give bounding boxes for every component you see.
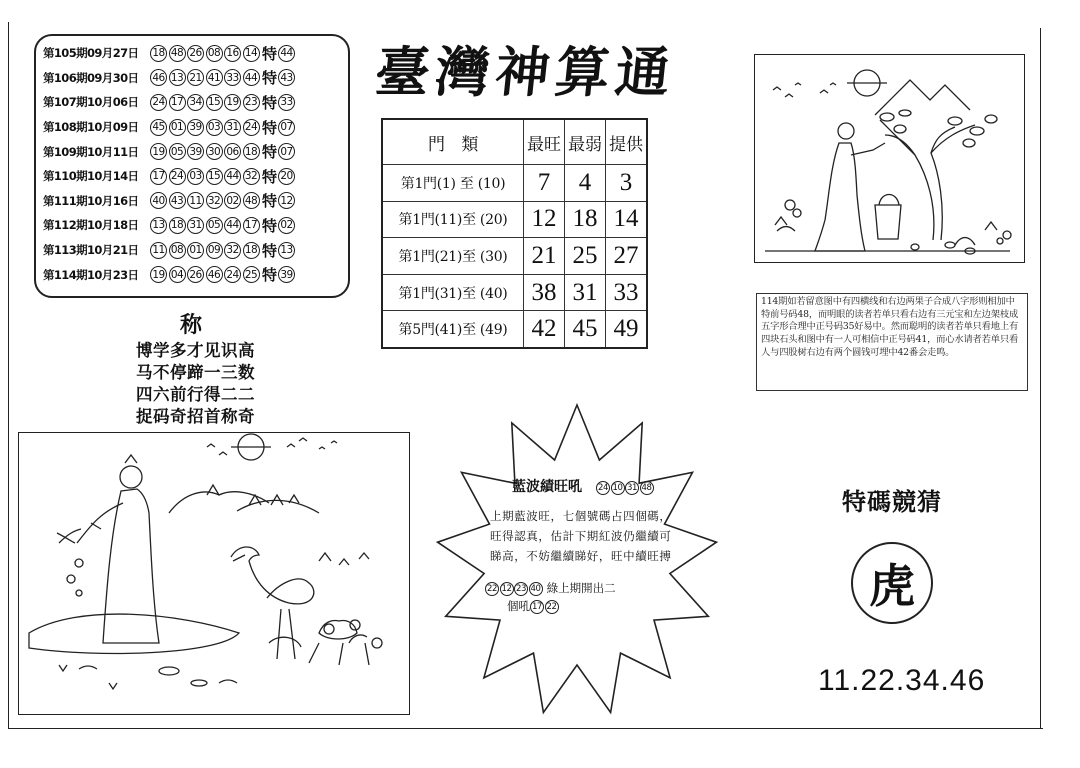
- special-ball: 07: [278, 143, 295, 160]
- special-label: 特: [262, 93, 278, 112]
- door-label: 第1門(31)至 (40): [382, 274, 524, 311]
- number-ball: 03: [206, 119, 223, 136]
- number-ball: 33: [224, 69, 241, 86]
- number-ball: 08: [206, 45, 223, 62]
- poem-line: 四六前行得二二: [136, 385, 255, 404]
- door-value: 4: [565, 165, 606, 202]
- door-label: 第1門(1) 至 (10): [382, 165, 524, 202]
- number-ball: 44: [224, 168, 241, 185]
- number-ball: 34: [187, 94, 204, 111]
- number-ball: 09: [206, 242, 223, 259]
- special-label: 特: [262, 44, 278, 63]
- starburst-hint-text-2: 個吼: [507, 599, 530, 613]
- poem-line: 捉码奇招首称奇: [136, 407, 255, 426]
- lady-robe: [103, 489, 159, 643]
- grass-icon: [775, 217, 997, 245]
- door-value: 14: [606, 201, 648, 238]
- clue-paragraph: 114期如若留意图中有四横线和右边两果子合成八字形则相加中特前号码48，而明眼的读者若单只看右边有三元宝和左边架枝成五字形合理中正号码35好易中。然而聪明的读者若单只看地上有四块石头和图中有一人可相信中正号码41，而心水请者若单只看人与四股树右边有两个圆钱可埋中42番会走鸣。: [756, 293, 1028, 391]
- number-ball: 17: [169, 94, 186, 111]
- door-label: 第5門(41)至 (49): [382, 311, 524, 348]
- special-label: 特: [262, 69, 278, 88]
- number-ball: 30: [206, 143, 223, 160]
- number-ball: 12: [501, 584, 512, 594]
- grass-icon: [319, 553, 369, 565]
- number-ball: 22: [546, 602, 557, 612]
- tree-trunk: [885, 135, 934, 240]
- number-ball: 19: [150, 266, 167, 283]
- history-period: 第111期10月16日: [43, 193, 139, 208]
- number-ball: 24: [169, 168, 186, 185]
- number-ball: 05: [169, 143, 186, 160]
- number-ball: 22: [486, 584, 498, 594]
- door-value: 42: [524, 311, 565, 348]
- special-ball: 44: [278, 45, 295, 62]
- number-ball: 40: [150, 192, 167, 209]
- number-ball: 24: [597, 482, 609, 493]
- number-ball: 45: [150, 119, 167, 136]
- number-ball: 11: [150, 242, 167, 259]
- number-ball: 01: [169, 119, 186, 136]
- guess-numbers: 11.22.34.46: [818, 664, 986, 697]
- number-ball: 10: [612, 482, 623, 493]
- number-ball: 24: [224, 266, 241, 283]
- number-ball: 06: [224, 143, 241, 160]
- number-ball: 31: [626, 482, 638, 493]
- mountain-icon: [875, 80, 970, 115]
- history-row: [43, 41, 348, 66]
- history-row: [43, 164, 348, 189]
- history-row: [43, 66, 348, 91]
- door-label: 第1門(21)至 (30): [382, 238, 524, 275]
- header-provided: 提供: [606, 119, 648, 165]
- number-ball: 31: [187, 217, 204, 234]
- special-guess-title: 特碼競猜: [842, 487, 942, 516]
- number-ball: 26: [187, 45, 204, 62]
- number-ball: 11: [187, 192, 204, 209]
- brand-title: 臺灣神算通: [372, 40, 679, 104]
- door-value: 33: [606, 274, 648, 311]
- number-ball: 39: [187, 119, 204, 136]
- number-ball: 17: [150, 168, 167, 185]
- table-row: [382, 201, 647, 238]
- number-ball: 31: [224, 119, 241, 136]
- number-ball: 01: [187, 242, 204, 259]
- zodiac-badge: 虎: [851, 542, 933, 624]
- door-value: 12: [524, 201, 565, 238]
- number-ball: 03: [187, 168, 204, 185]
- number-ball: 44: [224, 217, 241, 234]
- illustration-woman-picking-fruit: [754, 54, 1025, 263]
- number-ball: 23: [243, 94, 260, 111]
- poem-line: 马不停蹄一三数: [136, 363, 255, 382]
- number-ball: 48: [243, 192, 260, 209]
- special-label: 特: [262, 167, 278, 186]
- number-ball: 25: [243, 266, 260, 283]
- header-weakest: 最弱: [565, 119, 606, 165]
- starburst-hint-2: [507, 598, 559, 614]
- number-ball: 32: [206, 192, 223, 209]
- door-value: 25: [565, 238, 606, 275]
- pond-icon: [29, 614, 239, 653]
- history-row: [43, 139, 348, 164]
- special-ball: 13: [278, 242, 295, 259]
- number-ball: 46: [150, 69, 167, 86]
- door-value: 27: [606, 238, 648, 275]
- special-label: 特: [262, 143, 278, 162]
- starburst-title-balls: [596, 477, 654, 496]
- number-ball: 24: [243, 119, 260, 136]
- table-row: [382, 274, 647, 311]
- starburst-hint: [485, 576, 616, 600]
- illustration-lady-and-crane: [18, 432, 410, 715]
- poem: [136, 340, 255, 428]
- number-ball: 23: [515, 584, 527, 594]
- number-ball: 17: [531, 602, 543, 612]
- special-ball: 43: [278, 69, 295, 86]
- grass-icon: [59, 665, 237, 689]
- number-ball: 18: [243, 143, 260, 160]
- history-row: [43, 213, 348, 238]
- history-period: 第109期10月11日: [43, 144, 139, 159]
- number-ball: 04: [169, 266, 186, 283]
- history-row: [43, 90, 348, 115]
- door-value: 49: [606, 311, 648, 348]
- special-label: 特: [262, 266, 278, 285]
- number-ball: 41: [206, 69, 223, 86]
- door-table: [381, 118, 648, 349]
- number-ball: 13: [150, 217, 167, 234]
- number-ball: 15: [206, 94, 223, 111]
- special-ball: 33: [278, 94, 295, 111]
- number-ball: 05: [206, 217, 223, 234]
- history-row: [43, 189, 348, 214]
- header-category: 門 類: [382, 119, 524, 165]
- woman-robe: [815, 143, 865, 251]
- history-period: 第105期09月27日: [43, 46, 139, 61]
- history-period: 第107期10月06日: [43, 95, 139, 110]
- door-value: 18: [565, 201, 606, 238]
- history-period: 第108期10月09日: [43, 120, 139, 135]
- number-ball: 32: [224, 242, 241, 259]
- number-ball: 18: [150, 45, 167, 62]
- special-label: 特: [262, 118, 278, 137]
- illustration-drawing: [755, 55, 1023, 261]
- history-row: [43, 115, 348, 140]
- starburst-hint-text: 綠上期開出二: [546, 581, 616, 595]
- number-ball: 21: [187, 69, 204, 86]
- poem-line: 博学多才见识高: [136, 341, 255, 360]
- special-ball: 02: [278, 217, 295, 234]
- door-table-header: [382, 119, 647, 165]
- table-row: [382, 238, 647, 275]
- special-label: 特: [262, 241, 278, 260]
- number-ball: 02: [224, 192, 241, 209]
- number-ball: 43: [169, 192, 186, 209]
- door-value: 21: [524, 238, 565, 275]
- special-label: 特: [262, 216, 278, 235]
- number-ball: 39: [187, 143, 204, 160]
- history-row: [43, 238, 348, 263]
- starburst-text: 上期藍波旺，七個號碼占四個碼，旺得認真，估計下期紅波仍繼續可睇高，不妨繼續睇好，旺中續旺搏: [490, 509, 672, 563]
- table-row: [382, 311, 647, 348]
- number-ball: 46: [206, 266, 223, 283]
- door-value: 3: [606, 165, 648, 202]
- lady-head: [120, 466, 142, 488]
- number-ball: 32: [243, 168, 260, 185]
- number-ball: 18: [169, 217, 186, 234]
- special-ball: 07: [278, 119, 295, 136]
- crane-icon: [231, 547, 314, 659]
- number-ball: 08: [169, 242, 186, 259]
- basket-icon: [875, 195, 901, 240]
- birds-icon: [207, 438, 337, 455]
- number-ball: 40: [530, 584, 541, 594]
- illustration-drawing: [19, 433, 408, 713]
- door-value: 38: [524, 274, 565, 311]
- special-label: 特: [262, 192, 278, 211]
- special-ball: 39: [278, 266, 295, 283]
- poem-title: 称: [180, 312, 203, 338]
- woman-head: [838, 123, 854, 139]
- history-period: 第112期10月18日: [43, 218, 139, 233]
- number-ball: 14: [243, 45, 260, 62]
- header-strongest: 最旺: [524, 119, 565, 165]
- number-ball: 26: [187, 266, 204, 283]
- draw-history-panel: [34, 34, 350, 298]
- number-ball: 18: [243, 242, 260, 259]
- page-frame-right: [1040, 28, 1041, 728]
- number-ball: 17: [243, 217, 260, 234]
- special-ball: 12: [278, 192, 295, 209]
- table-row: [382, 165, 647, 202]
- door-value: 7: [524, 165, 565, 202]
- door-value: 45: [565, 311, 606, 348]
- door-label: 第1門(11)至 (20): [382, 201, 524, 238]
- starburst-title: 藍波績旺吼: [512, 479, 582, 495]
- number-ball: 48: [641, 482, 652, 493]
- door-value: 31: [565, 274, 606, 311]
- history-period: 第113期10月21日: [43, 243, 139, 258]
- history-period: 第114期10月23日: [43, 267, 139, 282]
- history-period: 第106期09月30日: [43, 70, 139, 85]
- history-period: 第110期10月14日: [43, 169, 139, 184]
- number-ball: 15: [206, 168, 223, 185]
- birds-icon: [773, 83, 836, 97]
- number-ball: 24: [150, 94, 167, 111]
- number-ball: 48: [169, 45, 186, 62]
- number-ball: 19: [150, 143, 167, 160]
- history-row: [43, 262, 348, 287]
- number-ball: 44: [243, 69, 260, 86]
- special-ball: 20: [278, 168, 295, 185]
- number-ball: 13: [169, 69, 186, 86]
- number-ball: 16: [224, 45, 241, 62]
- number-ball: 19: [224, 94, 241, 111]
